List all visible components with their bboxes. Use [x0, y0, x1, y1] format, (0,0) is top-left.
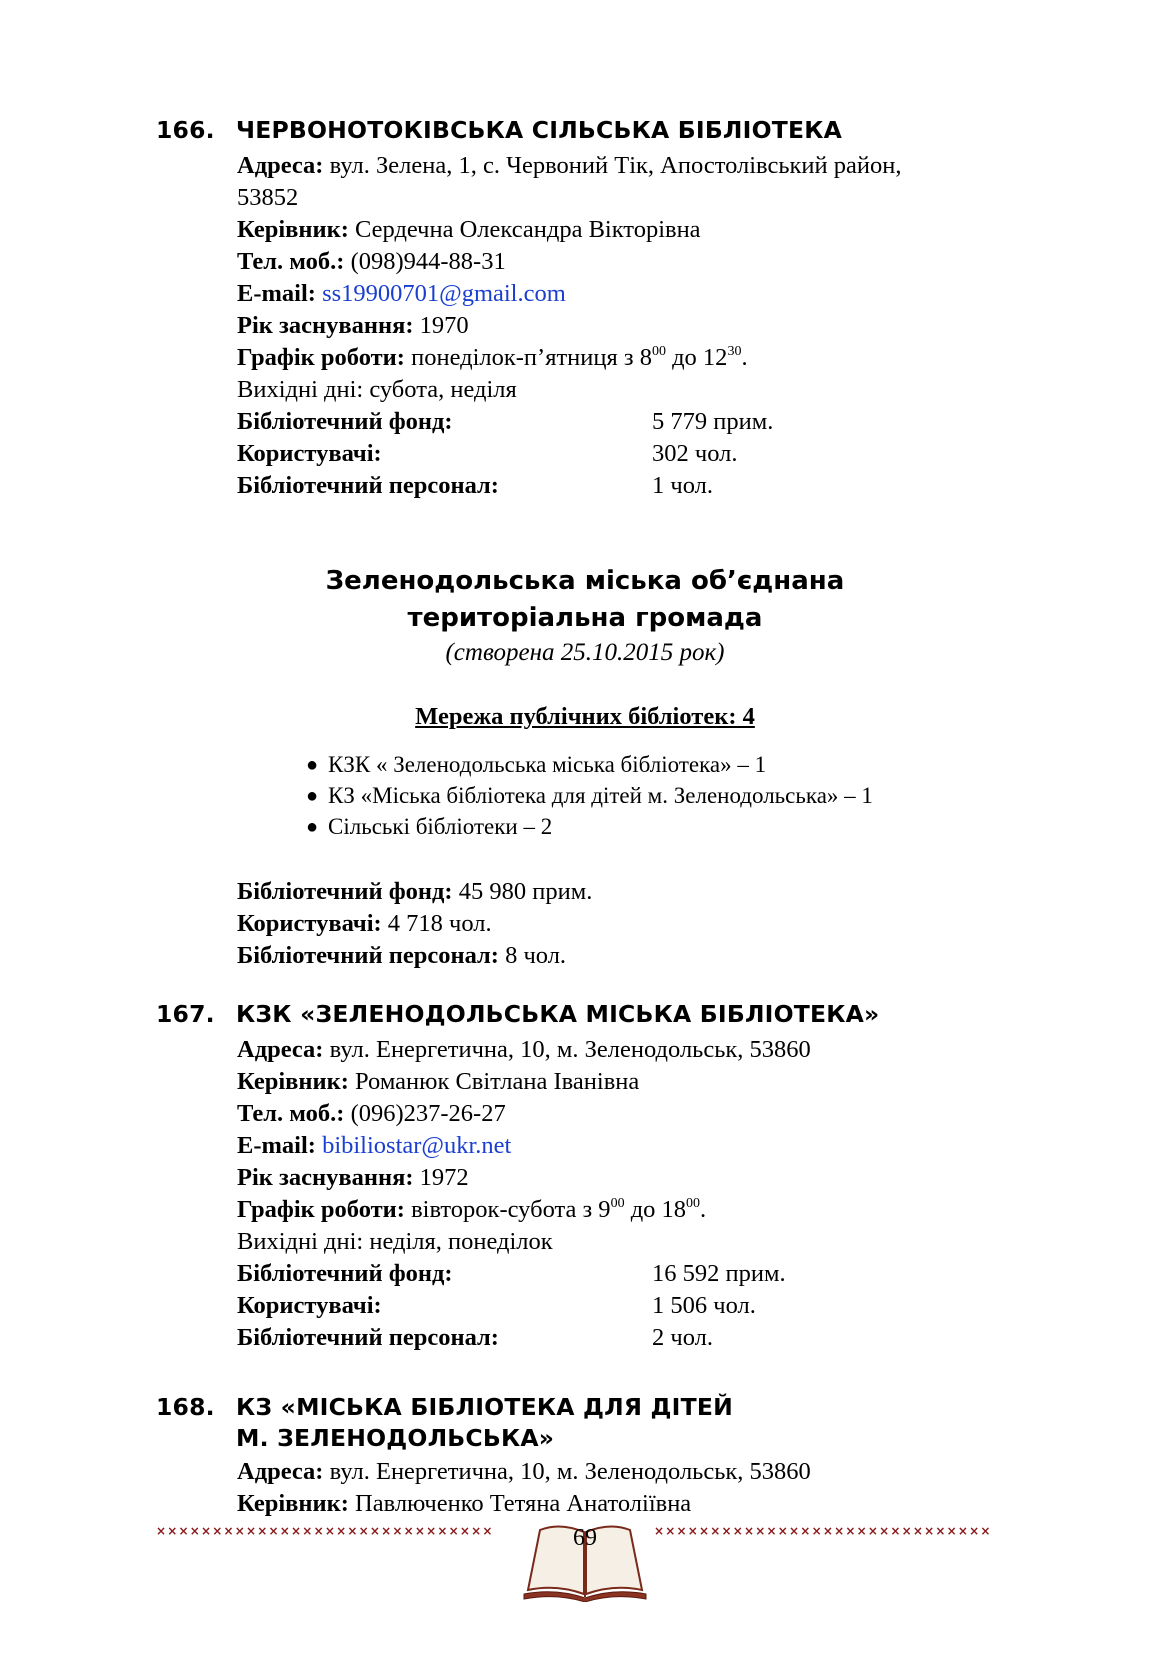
entry-166-fund-label: Бібліотечний фонд: — [237, 408, 453, 435]
email-label: E-mail: — [237, 280, 316, 307]
email-link[interactable]: bibiliostar@ukr.net — [322, 1132, 512, 1159]
entry-166-schedule — [237, 342, 748, 378]
entry-167-fund-value: 16 592 прим. — [652, 1260, 786, 1287]
schedule-text: . — [700, 1196, 707, 1223]
email-link[interactable]: ss19900701@gmail.com — [322, 280, 566, 307]
phone-label: Тел. моб.: — [237, 248, 345, 275]
entry-name: КЗ «МІСЬКА БІБЛІОТЕКА ДЛЯ ДІТЕЙ — [236, 1393, 733, 1421]
entry-166-founded — [237, 310, 469, 342]
schedule-text: . — [741, 344, 748, 371]
email-label: E-mail: — [237, 1132, 316, 1159]
head-label: Керівник: — [237, 1490, 349, 1517]
bullet-icon: ● — [306, 754, 319, 776]
users-value: 4 718 чол. — [381, 910, 492, 937]
head-label: Керівник: — [237, 1068, 349, 1095]
founded-value: 1972 — [413, 1164, 469, 1191]
entry-167-staff-label: Бібліотечний персонал: — [237, 1324, 499, 1351]
section-fund — [237, 876, 592, 908]
entry-167-title — [156, 1000, 879, 1028]
phone-label: Тел. моб.: — [237, 1100, 345, 1127]
entry-number: 167. — [156, 1000, 215, 1028]
entry-167-users-value: 1 506 чол. — [652, 1292, 756, 1319]
address-label: Адреса: — [237, 152, 324, 179]
schedule-text: вівторок-субота з 9 — [404, 1196, 611, 1223]
list-item — [306, 781, 873, 811]
staff-value: 8 чол. — [498, 942, 567, 969]
section-title-line2: територіальна громада — [407, 603, 763, 633]
staff-label: Бібліотечний персонал: — [237, 942, 499, 969]
ornament-right: ×××××××××××××××××××××××××××××× — [654, 1525, 992, 1537]
head-label: Керівник: — [237, 216, 349, 243]
address-label: Адреса: — [237, 1036, 324, 1063]
entry-167-schedule — [237, 1194, 706, 1230]
schedule-sup: 30 — [727, 344, 742, 359]
schedule-sup: 00 — [686, 1196, 701, 1211]
schedule-text: до 18 — [624, 1196, 687, 1223]
schedule-text: до 12 — [665, 344, 728, 371]
entry-number: 166. — [156, 116, 215, 144]
entry-167-head — [237, 1066, 639, 1098]
head-value: Сердечна Олександра Вікторівна — [348, 216, 701, 243]
entry-168-title — [156, 1393, 733, 1421]
entry-168-address — [237, 1456, 811, 1488]
address-value: вул. Енергетична, 10, м. Зеленодольськ, 53860 — [323, 1036, 811, 1063]
entry-166-users-value: 302 чол. — [652, 440, 738, 467]
head-value: Павлюченко Тетяна Анатоліївна — [348, 1490, 692, 1517]
entry-166-days-off: Вихідні дні: субота, неділя — [237, 376, 517, 403]
entry-166-fund-value: 5 779 прим. — [652, 408, 774, 435]
entry-167-email — [237, 1130, 511, 1162]
schedule-label: Графік роботи: — [237, 1196, 405, 1223]
schedule-label: Графік роботи: — [237, 344, 405, 371]
schedule-text: понеділок-п’ятниця з 8 — [404, 344, 652, 371]
section-staff — [237, 940, 566, 972]
entry-166-head — [237, 214, 701, 246]
entry-167-fund-label: Бібліотечний фонд: — [237, 1260, 453, 1287]
entry-167-users-label: Користувачі: — [237, 1292, 382, 1319]
users-label: Користувачі: — [237, 910, 382, 937]
page-number: 69 — [573, 1525, 597, 1551]
entry-166-staff-value: 1 чол. — [652, 472, 713, 499]
entry-166-email — [237, 278, 566, 310]
ornament-left: ×××××××××××××××××××××××××××××× — [156, 1525, 494, 1537]
phone-value: (098)944-88-31 — [344, 248, 506, 275]
section-subtitle: (створена 25.10.2015 рок) — [445, 639, 725, 666]
address-label: Адреса: — [237, 1458, 324, 1485]
entry-name: ЧЕРВОНОТОКІВСЬКА СІЛЬСЬКА БІБЛІОТЕКА — [236, 116, 843, 144]
entry-167-address — [237, 1034, 811, 1066]
bullet-icon: ● — [306, 785, 319, 807]
entry-168-title-line2: М. ЗЕЛЕНОДОЛЬСЬКА» — [236, 1424, 555, 1452]
founded-label: Рік заснування: — [237, 312, 414, 339]
address-value: вул. Зелена, 1, с. Червоний Тік, Апостолівський район, — [323, 152, 902, 179]
entry-166-staff-label: Бібліотечний персонал: — [237, 472, 499, 499]
entry-number: 168. — [156, 1393, 215, 1421]
section-title-line1: Зеленодольська міська об’єднана — [325, 566, 845, 596]
head-value: Романюк Світлана Іванівна — [348, 1068, 640, 1095]
list-item — [306, 812, 553, 842]
section-users — [237, 908, 492, 940]
network-heading: Мережа публічних бібліотек: 4 — [415, 703, 755, 730]
fund-value: 45 980 прим. — [452, 878, 593, 905]
address-value: вул. Енергетична, 10, м. Зеленодольськ, 53860 — [323, 1458, 811, 1485]
phone-value: (096)237-26-27 — [344, 1100, 506, 1127]
entry-166-phone — [237, 246, 506, 278]
entry-166-address-cont: 53852 — [237, 184, 299, 211]
schedule-sup: 00 — [651, 344, 666, 359]
entry-166-address — [237, 150, 902, 182]
founded-label: Рік заснування: — [237, 1164, 414, 1191]
entry-167-staff-value: 2 чол. — [652, 1324, 713, 1351]
list-item-text: КЗК « Зеленодольська міська бібліотека» – 1 — [328, 752, 767, 777]
fund-label: Бібліотечний фонд: — [237, 878, 453, 905]
entry-166-users-label: Користувачі: — [237, 440, 382, 467]
bullet-icon: ● — [306, 816, 319, 838]
schedule-sup: 00 — [610, 1196, 625, 1211]
list-item-text: КЗ «Міська бібліотека для дітей м. Зеленодольська» – 1 — [328, 783, 873, 808]
open-book-icon — [520, 1502, 650, 1602]
list-item-text: Сільські бібліотеки – 2 — [328, 814, 553, 839]
entry-167-founded — [237, 1162, 469, 1194]
entry-167-days-off: Вихідні дні: неділя, понеділок — [237, 1228, 553, 1255]
founded-value: 1970 — [413, 312, 469, 339]
list-item — [306, 750, 767, 780]
entry-name: КЗК «ЗЕЛЕНОДОЛЬСЬКА МІСЬКА БІБЛІОТЕКА» — [236, 1000, 880, 1028]
entry-167-phone — [237, 1098, 506, 1130]
entry-166-title — [156, 116, 842, 144]
